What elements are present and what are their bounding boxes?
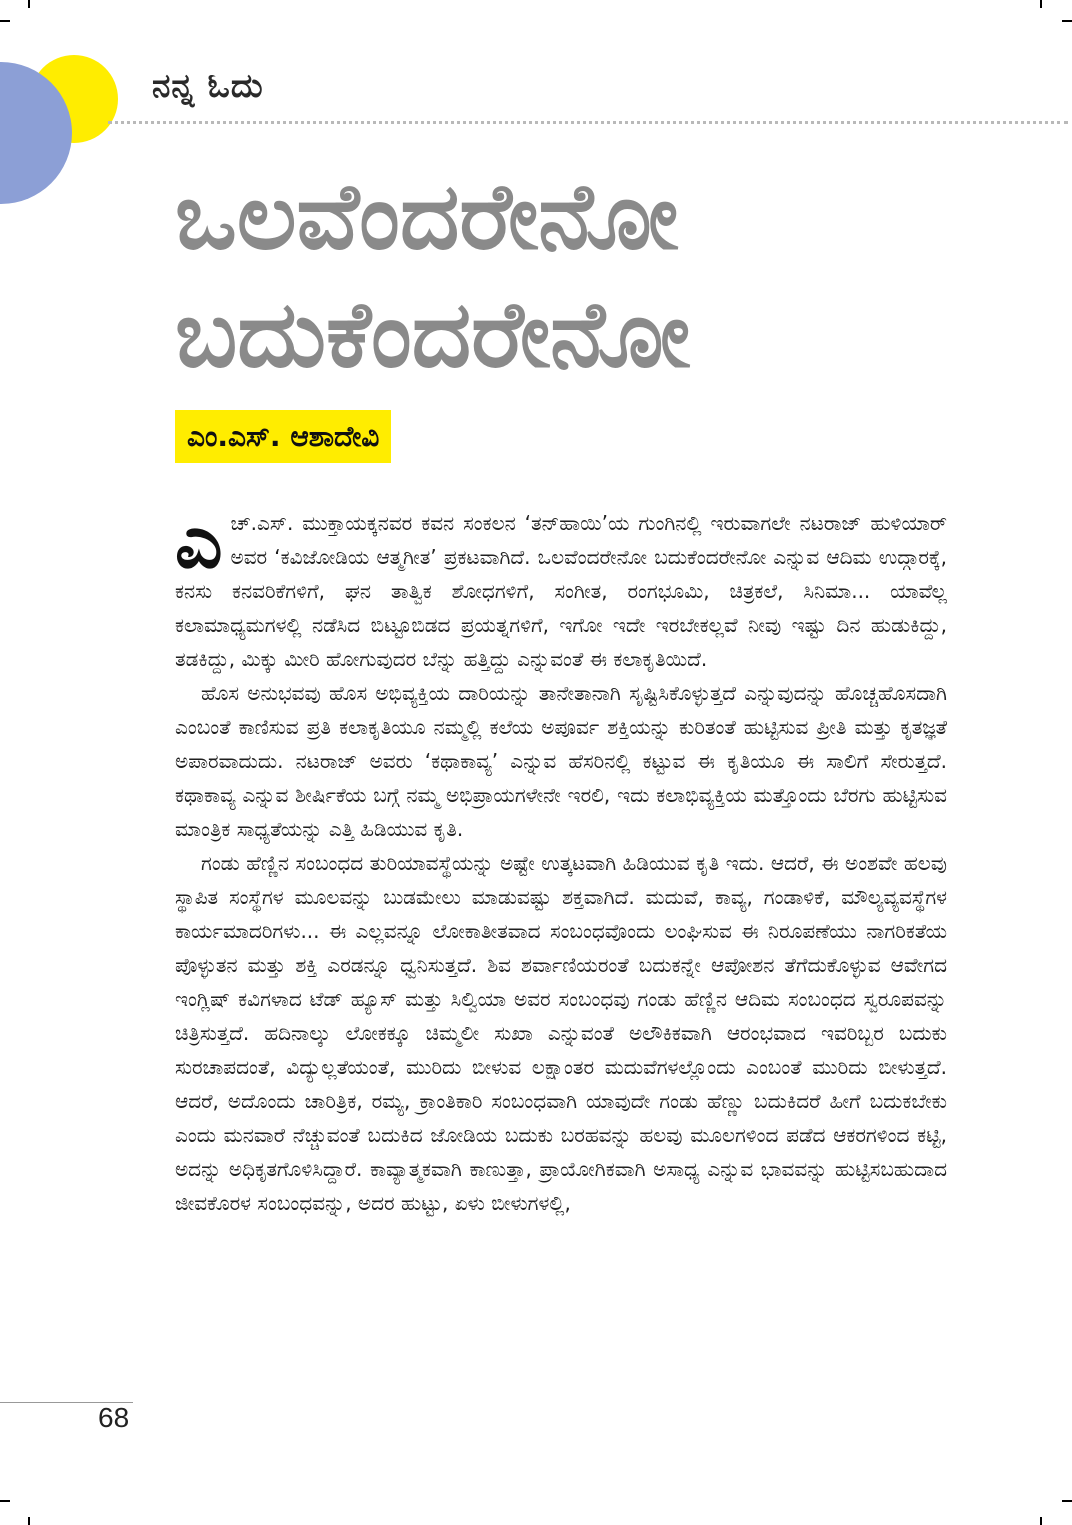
crop-mark-top-left <box>0 20 10 22</box>
crop-mark-bottom-right <box>1062 1500 1072 1502</box>
crop-mark-top-right-v <box>1040 0 1042 8</box>
body-paragraph: ಹೊಸ ಅನುಭವವು ಹೊಸ ಅಭಿವ್ಯಕ್ತಿಯ ದಾರಿಯನ್ನು ತಾನೇತಾನಾಗಿ ಸೃಷ್ಟಿಸಿಕೊಳ್ಳುತ್ತದೆ ಎನ್ನುವುದನ್ನು ಹೊಚ್ಚಹೊಸದಾಗಿ ಎಂಬಂತೆ ಕಾಣಿಸುವ ಪ್ರತಿ ಕಲಾಕೃತಿಯೂ ನಮ್ಮಲ್ಲಿ ಕಲೆಯ ಅಪೂರ್ವ ಶಕ್ತಿಯನ್ನು ಕುರಿತಂತೆ ಹುಟ್ಟಿಸುವ ಪ್ರೀತಿ ಮತ್ತು ಕೃತಜ್ಞತೆ ಅಪಾರವಾದುದು. ನಟರಾಜ್ ಅವರು ‘ಕಥಾಕಾವ್ಯ’ ಎನ್ನುವ ಹೆಸರಿನಲ್ಲಿ ಕಟ್ಟುವ ಈ ಕೃತಿಯೂ ಈ ಸಾಲಿಗೆ ಸೇರುತ್ತದೆ. ಕಥಾಕಾವ್ಯ ಎನ್ನುವ ಶೀರ್ಷಿಕೆಯ ಬಗ್ಗೆ ನಮ್ಮ ಅಭಿಪ್ರಾಯಗಳೇನೇ ಇರಲಿ, ಇದು ಕಲಾಭಿವ್ಯಕ್ತಿಯ ಮತ್ತೊಂದು ಬೆರಗು ಹುಟ್ಟಿಸುವ ಮಾಂತ್ರಿಕ ಸಾಧ್ಯತೆಯನ್ನು ಎತ್ತಿ ಹಿಡಿಯುವ ಕೃತಿ. <box>175 681 947 841</box>
article-headline <box>175 158 1055 394</box>
paragraph-text: ಚ್.ಎಸ್. ಮುಕ್ತಾಯಕ್ಕನವರ ಕವನ ಸಂಕಲನ ‘ತನ್‌ಹಾಯಿ’ಯ ಗುಂಗಿನಲ್ಲಿ ಇರುವಾಗಲೇ ನಟರಾಜ್ ಹುಳಿಯಾರ್ ಅವರ ‘ಕವಿಜೋಡಿಯ ಆತ್ಮಗೀತ’ ಪ್ರಕಟವಾಗಿದೆ. ಒಲವೆಂದರೇನೋ ಬದುಕೆಂದರೇನೋ ಎನ್ನುವ ಆದಿಮ ಉದ್ಗಾರಕ್ಕೆ, ಕನಸು ಕನವರಿಕೆಗಳಿಗೆ, ಘನ ತಾತ್ವಿಕ ಶೋಧಗಳಿಗೆ, ಸಂಗೀತ, ರಂಗಭೂಮಿ, ಚಿತ್ರಕಲೆ, ಸಿನಿಮಾ... ಯಾವೆಲ್ಲ ಕಲಾಮಾಧ್ಯಮಗಳಲ್ಲಿ ನಡೆಸಿದ ಬಿಟ್ಟೂಬಿಡದ ಪ್ರಯತ್ನಗಳಿಗೆ, ಇಗೋ ಇದೇ ಇರಬೇಕಲ್ಲವೆ ನೀವು ಇಷ್ಟು ದಿನ ಹುಡುಕಿದ್ದು, ತಡಕಿದ್ದು, ಮಿಕ್ಕು ಮೀರಿ ಹೋಗುವುದರ ಬೆನ್ನು ಹತ್ತಿದ್ದು ಎನ್ನುವಂತೆ ಈ ಕಲಾಕೃತಿಯಿದೆ. <box>175 511 947 671</box>
dotted-divider <box>108 121 1068 124</box>
headline-line-1: ಒಲವೆಂದರೇನೋ <box>175 163 679 270</box>
crop-mark-bottom-right-v <box>1040 1517 1042 1525</box>
page-number: 68 <box>98 1402 130 1433</box>
body-paragraph <box>175 499 947 676</box>
drop-cap: ಎ <box>175 499 223 585</box>
article-body <box>175 499 947 1220</box>
crop-mark-bottom-left-v <box>28 1517 30 1525</box>
body-paragraph: ಗಂಡು ಹೆಣ್ಣಿನ ಸಂಬಂಧದ ತುರಿಯಾವಸ್ಥೆಯನ್ನು ಅಷ್ಟೇ ಉತ್ಕಟವಾಗಿ ಹಿಡಿಯುವ ಕೃತಿ ಇದು. ಆದರೆ, ಈ ಅಂಶವೇ ಹಲವು ಸ್ಥಾಪಿತ ಸಂಸ್ಥೆಗಳ ಮೂಲವನ್ನು ಬುಡಮೇಲು ಮಾಡುವಷ್ಟು ಶಕ್ತವಾಗಿದೆ. ಮದುವೆ, ಕಾವ್ಯ, ಗಂಡಾಳಿಕೆ, ಮೌಲ್ಯವ್ಯವಸ್ಥೆಗಳ ಕಾರ್ಯಮಾದರಿಗಳು... ಈ ಎಲ್ಲವನ್ನೂ ಲೋಕಾತೀತವಾದ ಸಂಬಂಧವೊಂದು ಲಂಘಿಸುವ ಈ ನಿರೂಪಣೆಯು ನಾಗರಿಕತೆಯ ಪೊಳ್ಳುತನ ಮತ್ತು ಶಕ್ತಿ ಎರಡನ್ನೂ ಧ್ವನಿಸುತ್ತದೆ. ಶಿವ ಶರ್ವಾಣಿಯರಂತೆ ಬದುಕನ್ನೇ ಆಪೋಶನ ತೆಗೆದುಕೊಳ್ಳುವ ಆವೇಗದ ಇಂಗ್ಲಿಷ್ ಕವಿಗಳಾದ ಟೆಡ್ ಹ್ಯೂಸ್ ಮತ್ತು ಸಿಲ್ವಿಯಾ ಅವರ ಸಂಬಂಧವು ಗಂಡು ಹೆಣ್ಣಿನ ಆದಿಮ ಸಂಬಂಧದ ಸ್ವರೂಪವನ್ನು ಚಿತ್ರಿಸುತ್ತದೆ. ಹದಿನಾಲ್ಕು ಲೋಕಕ್ಕೂ ಚಿಮ್ಮಲೀ ಸುಖಾ ಎನ್ನುವಂತೆ ಅಲೌಕಿಕವಾಗಿ ಆರಂಭವಾದ ಇವರಿಬ್ಬರ ಬದುಕು ಸುರಚಾಪದಂತೆ, ವಿದ್ಯುಲ್ಲತೆಯಂತೆ, ಮುರಿದು ಬೀಳುವ ಲಕ್ಷಾಂತರ ಮದುವೆಗಳಲ್ಲೊಂದು ಎಂಬಂತೆ ಮುರಿದು ಬೀಳುತ್ತದೆ. ಆದರೆ, ಅದೊಂದು ಚಾರಿತ್ರಿಕ, ರಮ್ಯ, ಕ್ರಾಂತಿಕಾರಿ ಸಂಬಂಧವಾಗಿ ಯಾವುದೇ ಗಂಡು ಹೆಣ್ಣು ಬದುಕಿದರೆ ಹೀಗೆ ಬದುಕಬೇಕು ಎಂದು ಮನವಾರೆ ನೆಚ್ಚುವಂತೆ ಬದುಕಿದ ಜೋಡಿಯ ಬದುಕು ಬರಹವನ್ನು ಹಲವು ಮೂಲಗಳಿಂದ ಪಡೆದ ಆಕರಗಳಿಂದ ಕಟ್ಟಿ, ಅದನ್ನು ಅಧಿಕೃತಗೊಳಿಸಿದ್ದಾರೆ. ಕಾವ್ಯಾತ್ಮಕವಾಗಿ ಕಾಣುತ್ತಾ, ಪ್ರಾಯೋಗಿಕವಾಗಿ ಅಸಾಧ್ಯ ಎನ್ನುವ ಭಾವವನ್ನು ಹುಟ್ಟಿಸಬಹುದಾದ ಜೀವಕೊರಳ ಸಂಬಂಧವನ್ನು, ಅದರ ಹುಟ್ಟು, ಏಳು ಬೀಳುಗಳಲ್ಲಿ, <box>175 851 947 1215</box>
section-label: ನನ್ನ ಓದು <box>152 66 264 105</box>
crop-mark-bottom-left <box>0 1500 10 1502</box>
headline-line-2: ಬದುಕೆಂದರೇನೋ <box>175 281 691 388</box>
author-byline: ಎಂ.ಎಸ್. ಆಶಾದೇವಿ <box>175 410 391 463</box>
crop-mark-top-left-v <box>28 0 30 8</box>
crop-mark-top-right <box>1062 20 1072 22</box>
